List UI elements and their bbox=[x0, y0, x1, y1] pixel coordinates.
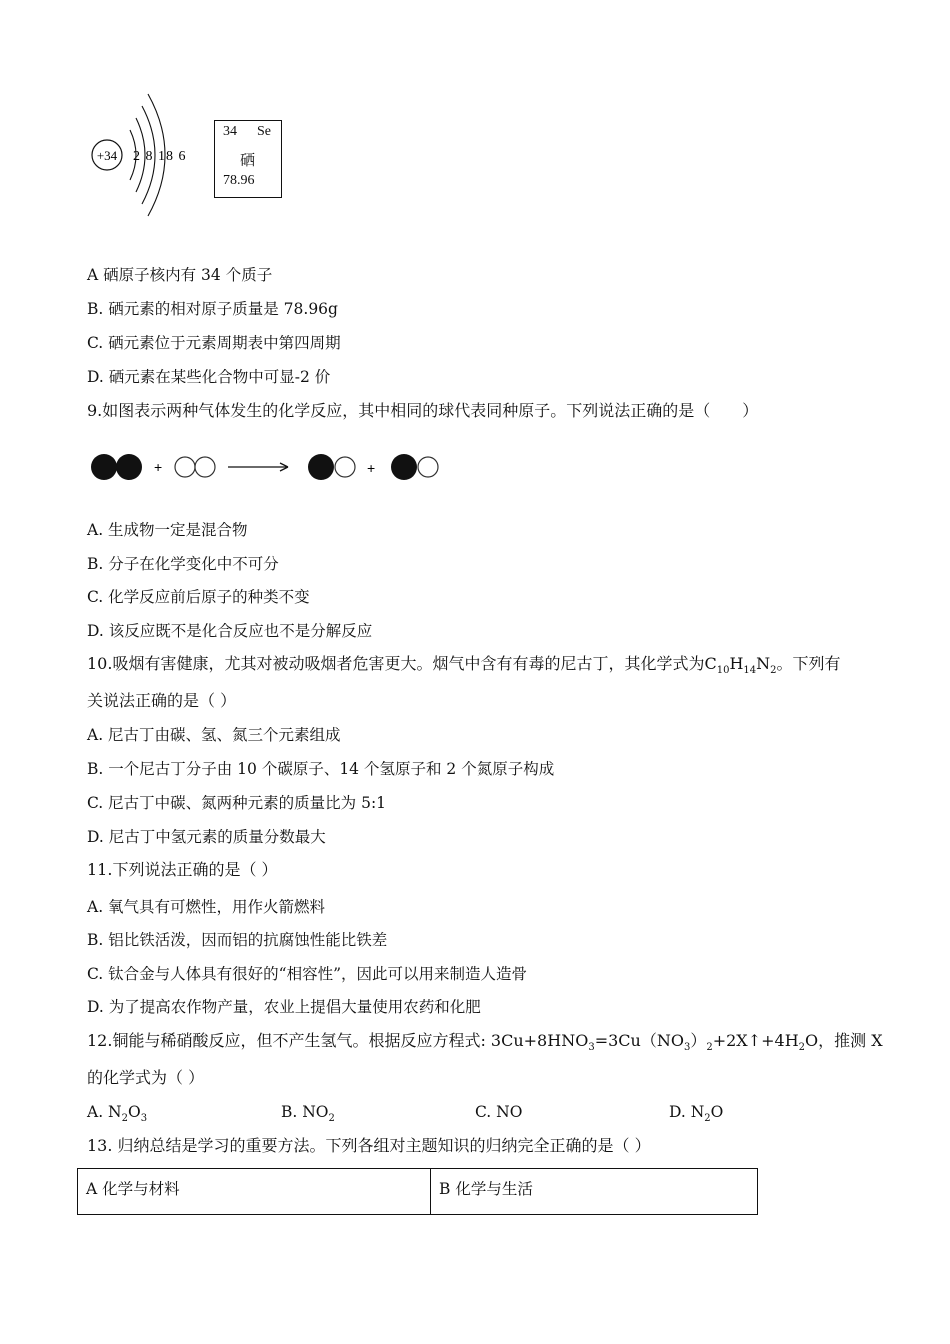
table-cell-a: A 化学与材料 bbox=[78, 1169, 431, 1215]
reaction-molecule-diagram bbox=[88, 448, 448, 488]
q10-stem-line1: 10.吸烟有害健康，尤其对被动吸烟者危害更大。烟气中含有有毒的尼古丁，其化学式为$C_{10}H_{14}N_2$。下列有 bbox=[87, 654, 841, 677]
white-atom bbox=[335, 457, 355, 477]
table-cell-b: B 化学与生活 bbox=[431, 1169, 758, 1215]
black-atom bbox=[391, 454, 417, 480]
q8-option-d: D. 硒元素在某些化合物中可显-2 价 bbox=[87, 368, 331, 386]
q11-option-b: B. 铝比铁活泼，因而铝的抗腐蚀性能比铁差 bbox=[87, 931, 388, 949]
plus-sign: + bbox=[367, 460, 376, 476]
white-atom bbox=[418, 457, 438, 477]
q12-stem-line2: 的化学式为（ ） bbox=[87, 1068, 205, 1087]
q11-option-a: A. 氧气具有可燃性，用作火箭燃料 bbox=[87, 898, 326, 916]
q10-stem-line2: 关说法正确的是（ ） bbox=[87, 691, 237, 710]
nicotine-formula: $C_{10}H_{14}N_2$ bbox=[704, 654, 777, 677]
q11-option-c: C. 钛合金与人体具有很好的“相容性”，因此可以用来制造人造骨 bbox=[87, 965, 528, 983]
electron-counts: 2 8 18 6 bbox=[133, 149, 187, 164]
q11-stem: 11.下列说法正确的是（ ） bbox=[87, 860, 278, 879]
q12-stem-line1: 12.铜能与稀硝酸反应，但不产生氢气。根据反应方程式: $3Cu+8HNO_3=3Cu(NO_3)_2+2X↑+4H_2O$，推测 X bbox=[87, 1031, 883, 1054]
q9-stem: 9.如图表示两种气体发生的化学反应，其中相同的球代表同种原子。下列说法正确的是（ ） bbox=[87, 401, 759, 420]
black-atom bbox=[116, 454, 142, 480]
q10-option-b: B. 一个尼古丁分子由 10 个碳原子、14 个氢原子和 2 个氮原子构成 bbox=[87, 760, 555, 778]
white-atom bbox=[175, 457, 195, 477]
q9-option-b: B. 分子在化学变化中不可分 bbox=[87, 555, 279, 573]
q10-option-a: A. 尼古丁由碳、氢、氮三个元素组成 bbox=[87, 726, 341, 744]
element-symbol: Se bbox=[257, 124, 271, 139]
q12-option-d: D. $N_2O$ bbox=[669, 1103, 724, 1125]
selenium-atom-structure-diagram bbox=[86, 80, 196, 230]
q8-option-c: C. 硒元素位于元素周期表中第四周期 bbox=[87, 334, 341, 352]
q10-stem-text: 10.吸烟有害健康，尤其对被动吸烟者危害更大。烟气中含有有毒的尼古丁，其化学式为 bbox=[87, 654, 705, 673]
atomic-mass: 78.96 bbox=[223, 173, 255, 188]
q9-option-c: C. 化学反应前后原子的种类不变 bbox=[87, 588, 310, 606]
atomic-number: 34 bbox=[223, 124, 237, 139]
q11-option-d: D. 为了提高农作物产量，农业上提倡大量使用农药和化肥 bbox=[87, 998, 481, 1016]
q8-option-b: B. 硒元素的相对原子质量是 78.96g bbox=[87, 300, 338, 318]
q13-stem: 13. 归纳总结是学习的重要方法。下列各组对主题知识的归纳完全正确的是（ ） bbox=[87, 1136, 651, 1155]
black-atom bbox=[91, 454, 117, 480]
q8-option-a: A 硒原子核内有 34 个质子 bbox=[87, 266, 273, 284]
element-name: 硒 bbox=[240, 153, 256, 169]
q12-option-b: B. $NO_2$ bbox=[281, 1103, 335, 1125]
white-atom bbox=[195, 457, 215, 477]
q9-option-a: A. 生成物一定是混合物 bbox=[87, 521, 248, 539]
nucleus-charge: +34 bbox=[96, 148, 118, 163]
q12-option-c: C. NO bbox=[475, 1103, 523, 1121]
q9-option-d: D. 该反应既不是化合反应也不是分解反应 bbox=[87, 622, 373, 640]
selenium-element-card bbox=[214, 120, 282, 198]
q10-option-d: D. 尼古丁中氢元素的质量分数最大 bbox=[87, 828, 326, 846]
q12-option-a: A. $N_2O_3$ bbox=[87, 1103, 148, 1125]
q10-option-c: C. 尼古丁中碳、氮两种元素的质量比为 5:1 bbox=[87, 794, 387, 812]
plus-sign: + bbox=[154, 459, 163, 475]
black-atom bbox=[308, 454, 334, 480]
q13-summary-table bbox=[77, 1168, 758, 1215]
